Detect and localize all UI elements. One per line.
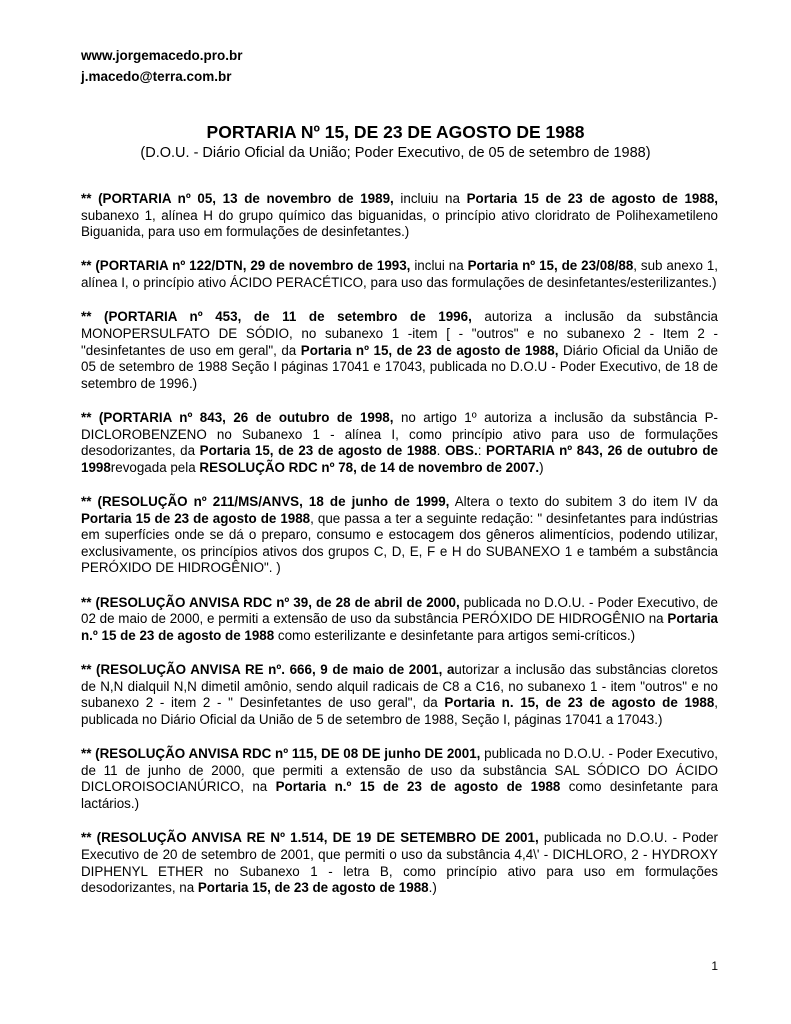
text-run: Altera o texto do subitem 3 do item IV da xyxy=(449,494,718,510)
text-run: como esterilizante e desinfetante para artigos semi-críticos.) xyxy=(274,627,636,643)
bold-text-run: ** (RESOLUÇÃO ANVISA RE nº. 666, 9 de maio de 2001, a xyxy=(81,662,455,678)
header-links xyxy=(81,45,243,87)
bold-text-run: Portaria 15, de 23 de agosto de 1988 xyxy=(199,443,437,459)
amendment-paragraph xyxy=(81,662,718,728)
text-run: ) xyxy=(539,459,544,475)
text-run: revogada pela xyxy=(110,459,200,475)
email-link[interactable]: j.macedo@terra.com.br xyxy=(81,69,232,84)
page-number: 1 xyxy=(711,959,718,973)
document-title: PORTARIA Nº 15, DE 23 DE AGOSTO DE 1988 xyxy=(206,122,585,142)
amendment-paragraph xyxy=(81,258,718,291)
bold-text-run: PORTARIA nº 843, 26 de outubro de 1998 xyxy=(81,443,718,475)
document-body xyxy=(81,191,718,914)
text-run: inclui na xyxy=(410,258,468,274)
text-run: no artigo 1º autoriza a inclusão da substância P-DICLOROBENZENO no Subanexo 1 - alínea I, como princípio ativo para uso de formulações desodorizantes, da xyxy=(81,410,718,459)
text-run: subanexo 1, alínea H do grupo químico das biguanidas, o princípio ativo cloridrato de Polihexametileno Biguanida, para uso em formulações de desinfetantes.) xyxy=(81,207,718,240)
amendment-paragraph xyxy=(81,309,718,392)
amendment-paragraph xyxy=(81,191,718,241)
amendment-paragraph xyxy=(81,595,718,645)
amendment-paragraph xyxy=(81,746,718,812)
bold-text-run: Portaria 15 de 23 de agosto de 1988, xyxy=(466,191,718,206)
text-run: . xyxy=(436,443,445,459)
text-run: publicada no D.O.U. - Poder Executivo, de 02 de maio de 2000, e permiti a extensão de uso da substância PERÓXIDO DE HIDROGÊNIO na xyxy=(81,594,719,627)
bold-text-run: RESOLUÇÃO RDC nº 78, de 14 de novembro de 2007. xyxy=(199,459,540,475)
bold-text-run: ** (PORTARIA nº 453, de 11 de setembro de 1996, xyxy=(81,309,472,325)
amendment-paragraph xyxy=(81,410,718,476)
amendment-paragraph xyxy=(81,830,718,896)
text-run: , que passa a ter a seguinte redação: " desinfetantes para indústrias em superfícies onde se dá o preparo, consumo e estocagem dos gêneros alimentícios, podendo utilizar, exclusivamente, os princípios ativos dos grupos C, D, E, F e H do SUBANEXO 1 e também a substância PERÓXIDO DE HIDROGÊNIO". ) xyxy=(81,510,718,576)
bold-text-run: Portaria 15 de 23 de agosto de 1988 xyxy=(81,510,311,526)
document-subtitle: (D.O.U. - Diário Oficial da União; Poder Executivo, de 05 de setembro de 1988) xyxy=(140,145,651,161)
bold-text-run: ** (PORTARIA nº 843, 26 de outubro de 1998, xyxy=(81,410,394,425)
bold-text-run: Portaria nº 15, de 23/08/88 xyxy=(467,258,634,274)
bold-text-run: ** (PORTARIA nº 122/DTN, 29 de novembro de 1993, xyxy=(81,258,411,274)
bold-text-run: OBS. xyxy=(444,443,478,459)
text-run: : xyxy=(477,443,487,459)
text-run: autoriza a inclusão da substância MONOPERSULFATO DE SÓDIO, no subanexo 1 -item [ - "outros" e no subanexo 2 - Item 2 - "desinfetantes de uso em geral", da xyxy=(81,309,718,358)
bold-text-run: ** (PORTARIA nº 05, 13 de novembro de 1989, xyxy=(81,191,401,206)
bold-text-run: Portaria nº 15, de 23 de agosto de 1988, xyxy=(300,342,559,358)
text-run: publicada no D.O.U. - Poder Executivo, de 11 de junho de 2000, que permiti a extensão de uso da substância SAL SÓDICO DO ÁCIDO DICLOROISOCIANÚRICO, na xyxy=(81,746,718,795)
text-run: .) xyxy=(428,880,437,896)
text-run: , sub anexo 1, alínea I, o princípio ativo ÁCIDO PERACÉTICO, para uso das formulações de desinfetantes/esterilizantes.) xyxy=(81,258,718,291)
bold-text-run: Portaria n. 15, de 23 de agosto de 1988 xyxy=(444,695,715,711)
bold-text-run: ** (RESOLUÇÃO ANVISA RDC nº 39, de 28 de abril de 2000, xyxy=(81,594,460,610)
title-block xyxy=(0,121,791,163)
text-run: incluiu na xyxy=(400,191,467,206)
website-link[interactable]: www.jorgemacedo.pro.br xyxy=(81,48,243,63)
text-run: , publicada no Diário Oficial da União de 5 de setembro de 1988, Seção I, páginas 17041 a 17043.) xyxy=(81,695,718,727)
text-run: Diário Oficial da União de 05 de setembro de 1988 Seção I páginas 17041 e 17043, publicada no D.O.U - Poder Executivo, de 18 de setembro de 1996.) xyxy=(81,342,719,391)
text-run: como desinfetante para lactários.) xyxy=(81,779,718,812)
text-run: publicada no D.O.U. - Poder Executivo de 20 de setembro de 2001, que permiti o uso da substância 4,4\' - DICHLORO, 2 - HYDROXY DIPHENYL ETHER no Subanexo 1 - letra B, como princípio ativo para uso em formulações desodorizantes, na xyxy=(81,830,718,896)
amendment-paragraph xyxy=(81,494,718,577)
bold-text-run: Portaria 15, de 23 de agosto de 1988 xyxy=(197,880,429,896)
bold-text-run: Portaria n.º 15 de 23 de agosto de 1988 xyxy=(81,611,718,643)
bold-text-run: ** (RESOLUÇÃO ANVISA RE Nº 1.514, DE 19 DE SETEMBRO DE 2001, xyxy=(81,830,539,846)
text-run: utorizar a inclusão das substâncias cloretos de N,N dialquil N,N dimetil amônio, sendo alquil radicais de C8 a C16, no subanexo 1 - item "outros" e no subanexo 2 - item 2 - " Desinfetantes de uso geral", da xyxy=(81,662,718,711)
bold-text-run: ** (RESOLUÇÃO nº 211/MS/ANVS, 18 de junho de 1999, xyxy=(81,494,450,510)
bold-text-run: Portaria n.º 15 de 23 de agosto de 1988 xyxy=(275,779,561,795)
bold-text-run: ** (RESOLUÇÃO ANVISA RDC nº 115, DE 08 DE junho DE 2001, xyxy=(81,746,481,762)
